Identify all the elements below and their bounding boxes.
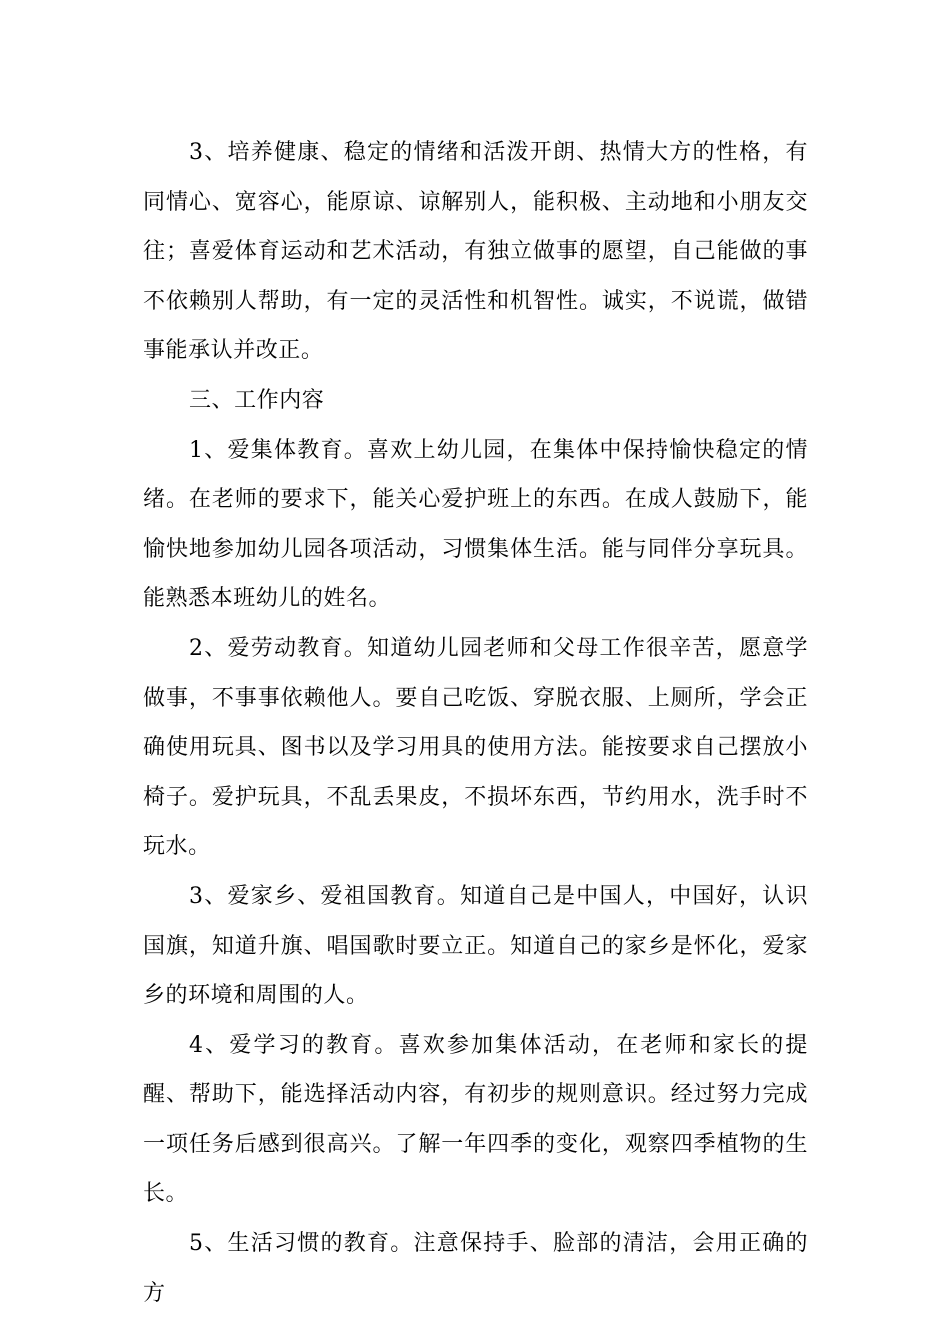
- paragraph-learning-education: 4、爱学习的教育。喜欢参加集体活动，在老师和家长的提醒、帮助下，能选择活动内容，有初步的规则意识。经过努力完成一项任务后感到很高兴。了解一年四季的变化，观察四季植物的生长。: [143, 1032, 808, 1207]
- document-body: [143, 128, 808, 1318]
- paragraph-labor-education: 2、爱劳动教育。知道幼儿园老师和父母工作很辛苦，愿意学做事，不事事依赖他人。要自己吃饭、穿脱衣服、上厕所，学会正确使用玩具、图书以及学习用具的使用方法。能按要求自己摆放小椅子。爱护玩具，不乱丢果皮，不损坏东西，节约用水，洗手时不玩水。: [143, 635, 808, 860]
- paragraph-hometown-country-education: 3、爱家乡、爱祖国教育。知道自己是中国人，中国好，认识国旗，知道升旗、唱国歌时要立正。知道自己的家乡是怀化，爱家乡的环境和周围的人。: [143, 883, 808, 1009]
- paragraph-living-habits-education: 5、生活习惯的教育。注意保持手、脸部的清洁，会用正确的方: [143, 1231, 808, 1306]
- paragraph-collective-education: 1、爱集体教育。喜欢上幼儿园，在集体中保持愉快稳定的情绪。在老师的要求下，能关心爱护班上的东西。在成人鼓励下，能愉快地参加幼儿园各项活动，习惯集体生活。能与同伴分享玩具。能熟悉本班幼儿的姓名。: [143, 437, 808, 612]
- paragraph-goal-3: 3、培养健康、稳定的情绪和活泼开朗、热情大方的性格，有同情心、宽容心，能原谅、谅解别人，能积极、主动地和小朋友交往；喜爱体育运动和艺术活动，有独立做事的愿望，自己能做的事不依赖别人帮助，有一定的灵活性和机智性。诚实，不说谎，做错事能承认并改正。: [143, 140, 808, 364]
- section-heading-work-content: 三、工作内容: [189, 387, 325, 413]
